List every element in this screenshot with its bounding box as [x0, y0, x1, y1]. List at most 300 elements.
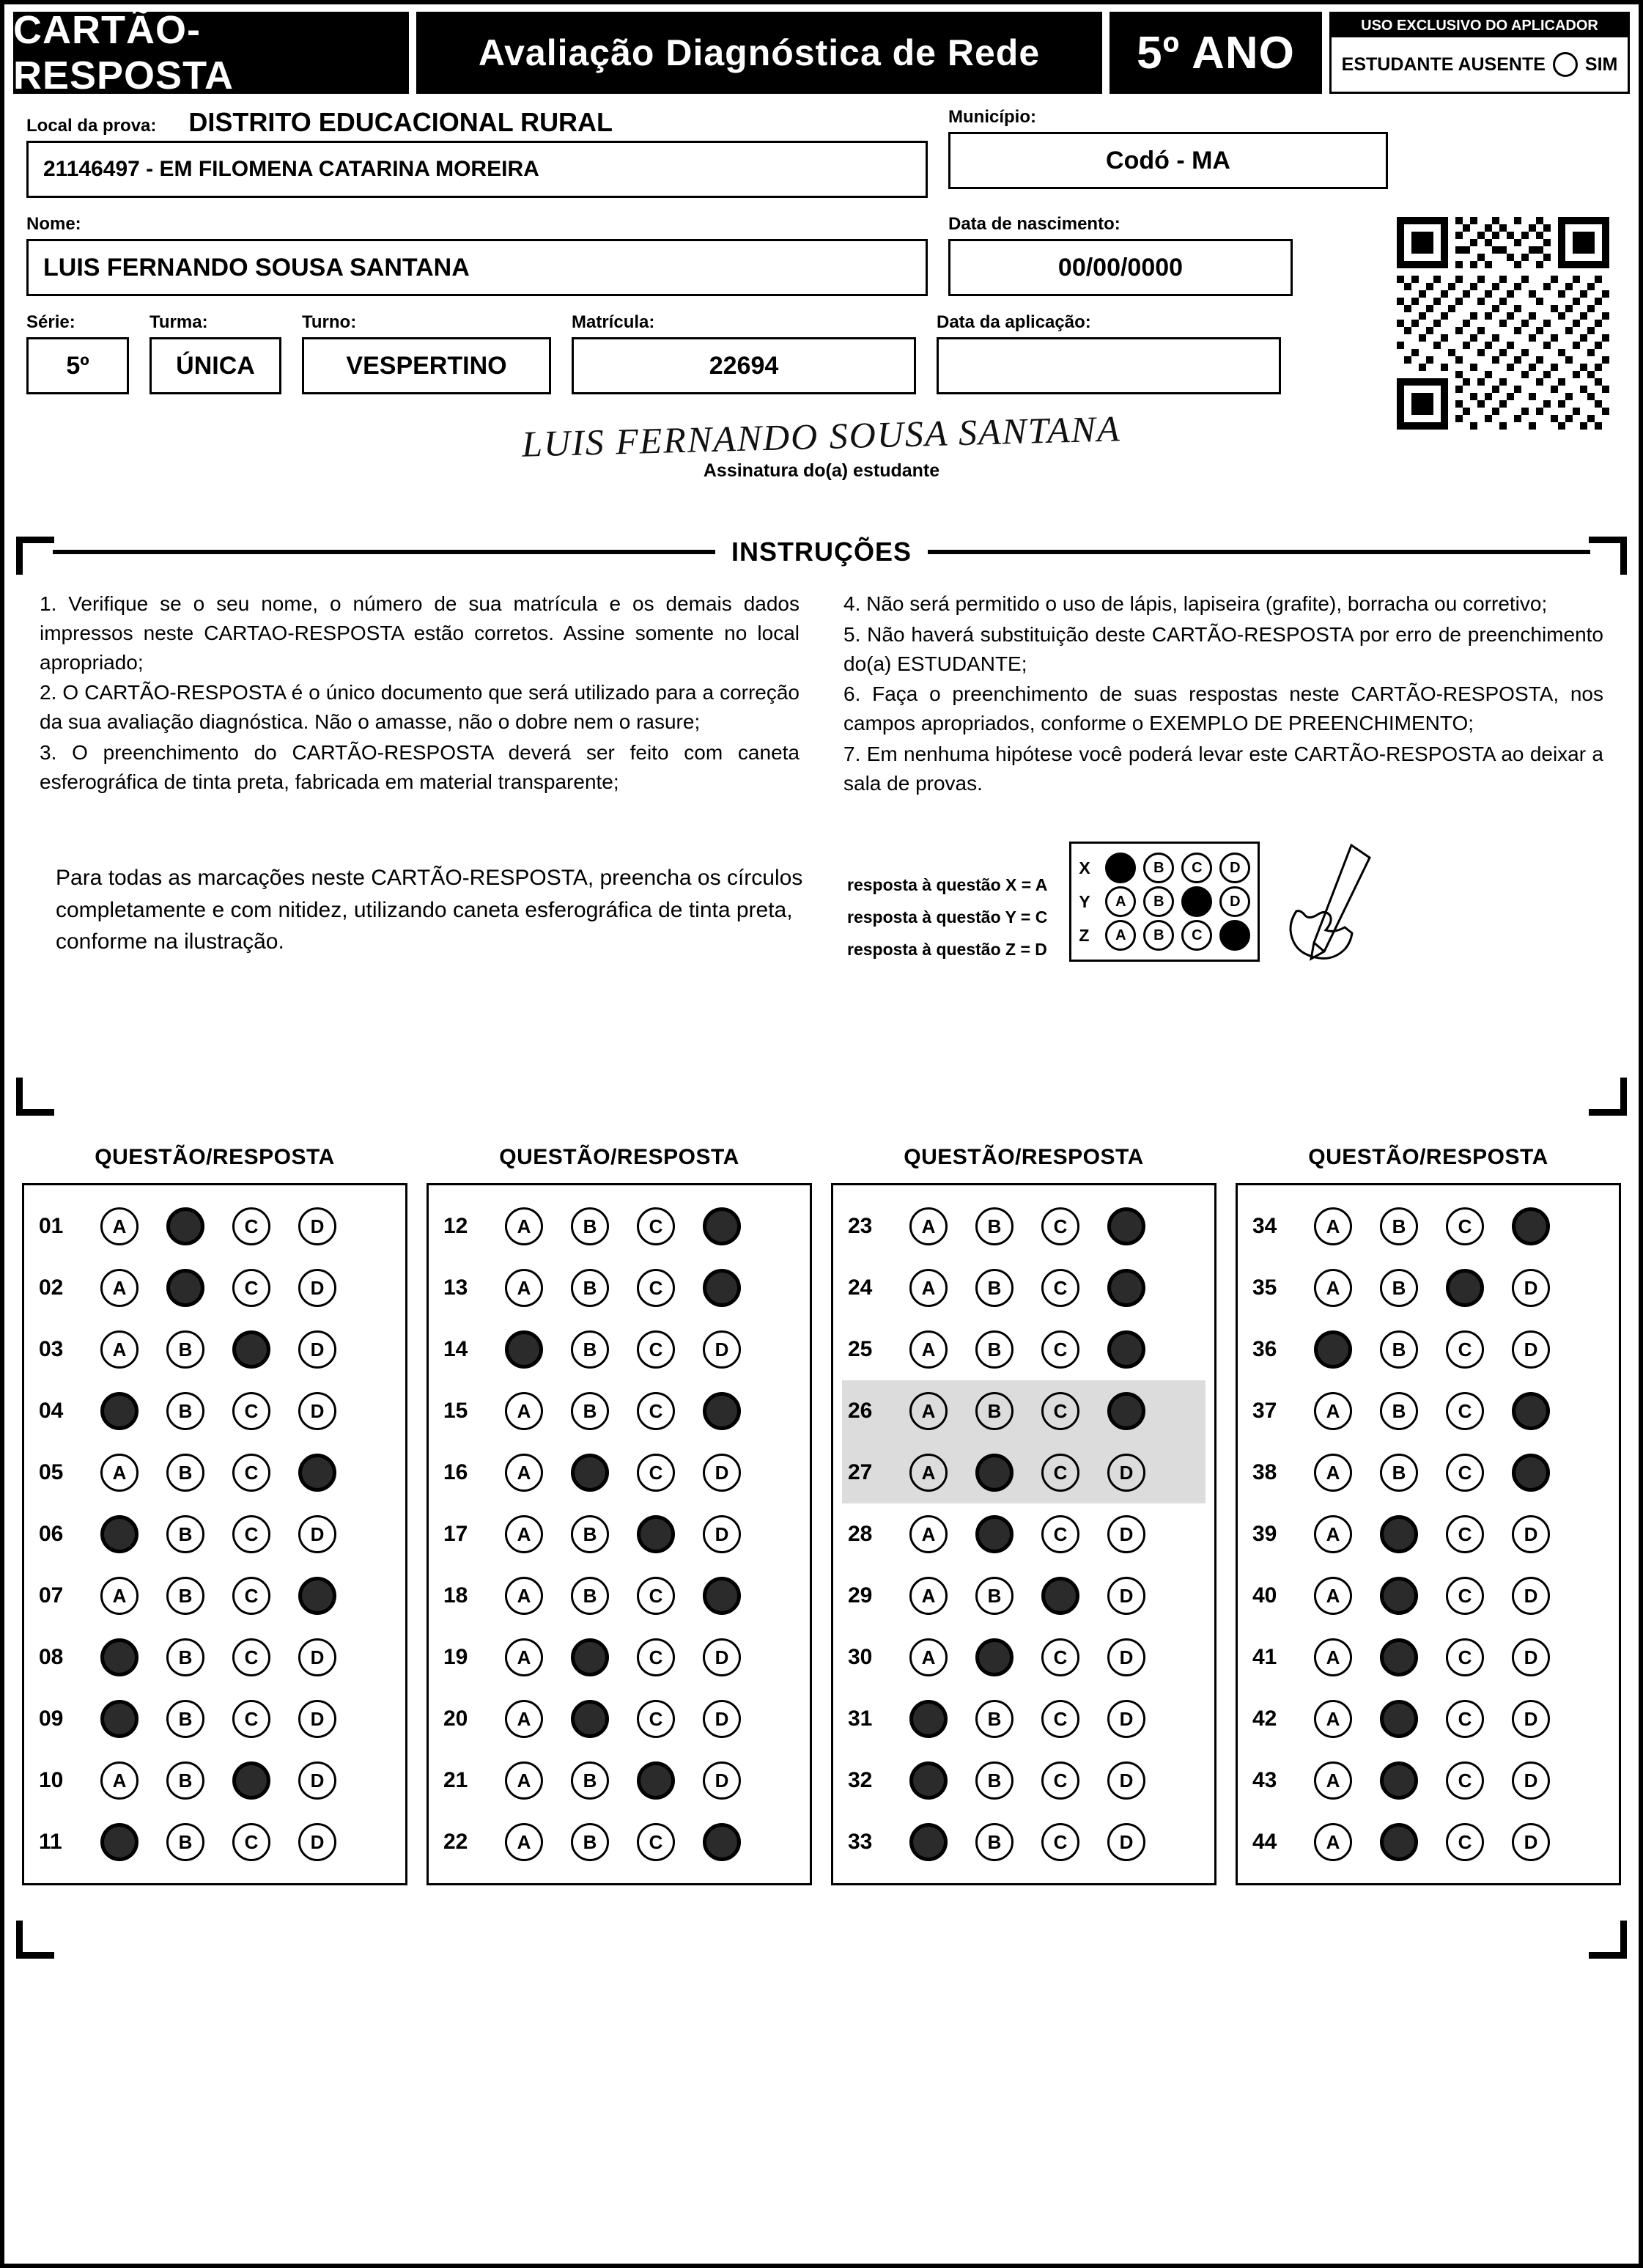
example-bubble-b: B [1143, 920, 1174, 951]
bubble-a[interactable] [505, 1330, 543, 1369]
bubble-group[interactable] [1314, 1577, 1550, 1615]
bubble-d[interactable]: D [1107, 1515, 1145, 1553]
bubble-d[interactable]: D [1512, 1577, 1550, 1615]
bubble-group[interactable] [100, 1454, 336, 1492]
bubble-c[interactable] [637, 1761, 675, 1800]
bubble-group[interactable] [909, 1823, 1145, 1861]
bubble-group[interactable] [1314, 1823, 1550, 1861]
bubble-group[interactable] [909, 1761, 1145, 1800]
bubble-a[interactable]: A [909, 1392, 948, 1430]
question-number: 34 [1252, 1214, 1277, 1238]
bubble-c[interactable]: C [1446, 1515, 1484, 1553]
bubble-b[interactable]: B [975, 1392, 1014, 1430]
table-row[interactable] [1247, 1503, 1610, 1565]
question-number: 11 [39, 1830, 62, 1854]
municipio-field[interactable]: Codó - MA [948, 132, 1388, 189]
bubble-a[interactable] [100, 1638, 139, 1676]
table-row[interactable] [1247, 1750, 1610, 1811]
table-row[interactable] [1247, 1380, 1610, 1442]
table-row[interactable] [1247, 1688, 1610, 1750]
bubble-group[interactable] [909, 1392, 1145, 1430]
bubble-c[interactable]: C [1041, 1823, 1079, 1861]
bubble-a[interactable]: A [505, 1207, 543, 1245]
bubble-c[interactable]: C [1446, 1392, 1484, 1430]
bubble-c[interactable]: C [232, 1392, 270, 1430]
question-number: 02 [39, 1275, 64, 1300]
bubble-c[interactable]: C [232, 1454, 270, 1492]
bubble-d[interactable]: D [298, 1761, 336, 1800]
bubble-c[interactable]: C [1446, 1577, 1484, 1615]
bubble-d[interactable]: D [1512, 1269, 1550, 1307]
bubble-group[interactable] [1314, 1269, 1550, 1307]
bubble-c[interactable]: C [1446, 1761, 1484, 1800]
bubble-d[interactable]: D [298, 1700, 336, 1738]
bubble-a[interactable]: A [505, 1392, 543, 1430]
bubble-c[interactable]: C [637, 1823, 675, 1861]
bubble-b[interactable] [571, 1454, 609, 1492]
table-row[interactable] [33, 1380, 396, 1442]
bubble-b[interactable]: B [975, 1700, 1014, 1738]
question-number: 29 [848, 1583, 873, 1608]
question-number: 24 [848, 1275, 873, 1300]
bubble-c[interactable]: C [232, 1577, 270, 1615]
aplicacao-field[interactable] [937, 337, 1281, 394]
bubble-b[interactable] [166, 1207, 204, 1245]
table-row[interactable] [842, 1503, 1206, 1565]
bubble-c[interactable] [637, 1515, 675, 1553]
bubble-group[interactable] [909, 1638, 1145, 1676]
bubble-group[interactable] [1314, 1700, 1550, 1738]
bubble-d[interactable] [703, 1577, 741, 1615]
bubble-d[interactable]: D [298, 1392, 336, 1430]
bubble-d[interactable] [1107, 1207, 1145, 1245]
table-row[interactable] [33, 1196, 396, 1257]
local-prova-label: Local da prova: [26, 116, 157, 136]
bubble-a[interactable]: A [1314, 1454, 1352, 1492]
bubble-group[interactable] [505, 1823, 741, 1861]
bubble-group[interactable] [1314, 1330, 1550, 1369]
bubble-group[interactable] [100, 1700, 336, 1738]
example-bubble-c: C [1181, 920, 1212, 951]
bubble-c[interactable]: C [637, 1454, 675, 1492]
table-row[interactable] [1247, 1319, 1610, 1380]
bubble-c[interactable]: C [1446, 1638, 1484, 1676]
bubble-d[interactable]: D [298, 1515, 336, 1553]
bubble-b[interactable] [166, 1269, 204, 1307]
bubble-a[interactable]: A [100, 1330, 139, 1369]
bubble-a[interactable]: A [505, 1454, 543, 1492]
table-row[interactable] [33, 1627, 396, 1688]
table-row[interactable] [33, 1565, 396, 1627]
bubble-d[interactable] [703, 1392, 741, 1430]
table-row[interactable] [842, 1257, 1206, 1319]
bubble-b[interactable]: B [975, 1823, 1014, 1861]
bubble-c[interactable]: C [637, 1700, 675, 1738]
bubble-c[interactable]: C [1041, 1761, 1079, 1800]
bubble-d[interactable]: D [703, 1638, 741, 1676]
bubble-b[interactable]: B [166, 1515, 204, 1553]
bubble-group[interactable] [1314, 1392, 1550, 1430]
local-prova-field[interactable]: 21146497 - EM FILOMENA CATARINA MOREIRA [26, 141, 928, 198]
header-ano-badge: 5º ANO [1110, 12, 1322, 94]
bubble-d[interactable]: D [1512, 1823, 1550, 1861]
bubble-group[interactable] [100, 1207, 336, 1245]
bubble-group[interactable] [100, 1330, 336, 1369]
bubble-d[interactable] [298, 1577, 336, 1615]
table-row[interactable] [437, 1319, 801, 1380]
bubble-d[interactable] [703, 1823, 741, 1861]
bubble-b[interactable]: B [571, 1823, 609, 1861]
table-row[interactable] [1247, 1811, 1610, 1873]
table-row[interactable] [842, 1688, 1206, 1750]
bubble-group[interactable] [505, 1761, 741, 1800]
bubble-b[interactable] [975, 1515, 1014, 1553]
bubble-a[interactable]: A [100, 1454, 139, 1492]
bubble-c[interactable]: C [1041, 1638, 1079, 1676]
table-row[interactable] [437, 1196, 801, 1257]
bubble-c[interactable]: C [1446, 1330, 1484, 1369]
bubble-d[interactable]: D [1512, 1515, 1550, 1553]
bubble-a[interactable]: A [1314, 1392, 1352, 1430]
nome-field[interactable]: LUIS FERNANDO SOUSA SANTANA [26, 239, 928, 296]
example-bubble-a: A [1105, 886, 1136, 917]
header-cartao-resposta: CARTÃO-RESPOSTA [13, 12, 409, 94]
bubble-a[interactable]: A [505, 1700, 543, 1738]
table-row[interactable] [1247, 1442, 1610, 1503]
bubble-c[interactable]: C [232, 1823, 270, 1861]
bubble-a[interactable]: A [505, 1515, 543, 1553]
bubble-a[interactable]: A [505, 1761, 543, 1800]
turma-field[interactable]: ÚNICA [149, 337, 281, 394]
bubble-a[interactable]: A [1314, 1823, 1352, 1861]
bubble-a[interactable]: A [909, 1207, 948, 1245]
table-row[interactable] [33, 1811, 396, 1873]
table-row[interactable] [437, 1750, 801, 1811]
table-row[interactable] [437, 1257, 801, 1319]
table-row[interactable] [437, 1811, 801, 1873]
table-row[interactable] [842, 1811, 1206, 1873]
table-row[interactable] [842, 1627, 1206, 1688]
bubble-c[interactable]: C [232, 1515, 270, 1553]
table-row[interactable] [437, 1442, 801, 1503]
table-row[interactable] [842, 1380, 1206, 1442]
bubble-a[interactable] [100, 1515, 139, 1553]
bubble-d[interactable] [1512, 1392, 1550, 1430]
bubble-c[interactable]: C [1041, 1330, 1079, 1369]
table-row[interactable] [437, 1380, 801, 1442]
bubble-c[interactable]: C [637, 1392, 675, 1430]
bubble-c[interactable]: C [1041, 1454, 1079, 1492]
table-row[interactable] [437, 1565, 801, 1627]
bubble-a[interactable]: A [1314, 1700, 1352, 1738]
bubble-group[interactable] [1314, 1761, 1550, 1800]
bubble-c[interactable]: C [1041, 1700, 1079, 1738]
bubble-b[interactable]: B [1380, 1269, 1418, 1307]
bubble-group[interactable] [505, 1638, 741, 1676]
bubble-d[interactable]: D [1107, 1454, 1145, 1492]
bubble-d[interactable]: D [1512, 1330, 1550, 1369]
bubble-a[interactable]: A [909, 1330, 948, 1369]
bubble-a[interactable]: A [909, 1638, 948, 1676]
bubble-group[interactable] [100, 1638, 336, 1676]
bubble-group[interactable] [909, 1700, 1145, 1738]
table-row[interactable] [33, 1688, 396, 1750]
bubble-b[interactable]: B [975, 1761, 1014, 1800]
bubble-d[interactable]: D [703, 1515, 741, 1553]
bubble-a[interactable]: A [505, 1577, 543, 1615]
bubble-group[interactable] [100, 1392, 336, 1430]
bubble-c[interactable] [1041, 1577, 1079, 1615]
bubble-a[interactable]: A [1314, 1577, 1352, 1615]
municipio-label: Município: [948, 107, 1036, 127]
bubble-c[interactable]: C [1041, 1207, 1079, 1245]
matricula-field[interactable]: 22694 [572, 337, 916, 394]
bubble-c[interactable]: C [637, 1330, 675, 1369]
bubble-c[interactable]: C [637, 1269, 675, 1307]
bubble-b[interactable]: B [571, 1269, 609, 1307]
bubble-b[interactable] [1380, 1577, 1418, 1615]
bubble-c[interactable]: C [232, 1638, 270, 1676]
table-row[interactable] [842, 1565, 1206, 1627]
table-row[interactable] [842, 1196, 1206, 1257]
bubble-group[interactable] [505, 1330, 741, 1369]
row-nome-nascimento [26, 214, 1617, 296]
bubble-a[interactable]: A [100, 1761, 139, 1800]
bubble-b[interactable]: B [571, 1207, 609, 1245]
bubble-c[interactable] [232, 1761, 270, 1800]
bubble-a[interactable]: A [505, 1823, 543, 1861]
bubble-b[interactable] [975, 1454, 1014, 1492]
bubble-d[interactable]: D [1512, 1761, 1550, 1800]
turno-label: Turno: [302, 312, 357, 332]
table-row[interactable] [33, 1319, 396, 1380]
bubble-group[interactable] [100, 1761, 336, 1800]
bubble-c[interactable]: C [1041, 1515, 1079, 1553]
bubble-c[interactable]: C [232, 1269, 270, 1307]
bubble-group[interactable] [505, 1515, 741, 1553]
bubble-a[interactable]: A [1314, 1269, 1352, 1307]
bubble-b[interactable]: B [166, 1638, 204, 1676]
bubble-b[interactable]: B [1380, 1330, 1418, 1369]
bubble-group[interactable] [909, 1577, 1145, 1615]
bubble-b[interactable]: B [571, 1392, 609, 1430]
bubble-group[interactable] [909, 1330, 1145, 1369]
bubble-group[interactable] [100, 1823, 336, 1861]
bubble-b[interactable]: B [571, 1577, 609, 1615]
bubble-b[interactable]: B [975, 1577, 1014, 1615]
bubble-group[interactable] [505, 1269, 741, 1307]
question-number: 20 [443, 1706, 468, 1731]
example-row-label: Z [1079, 925, 1090, 945]
table-row[interactable] [33, 1503, 396, 1565]
table-row[interactable] [842, 1319, 1206, 1380]
bubble-c[interactable]: C [1446, 1700, 1484, 1738]
bubble-b[interactable] [571, 1700, 609, 1738]
bubble-a[interactable]: A [909, 1454, 948, 1492]
bubble-a[interactable]: A [1314, 1761, 1352, 1800]
bubble-c[interactable]: C [232, 1700, 270, 1738]
example-bubble-b: B [1143, 853, 1174, 883]
table-row[interactable] [437, 1627, 801, 1688]
signature-caption: Assinatura do(a) estudante [703, 460, 940, 481]
bubble-d[interactable]: D [1107, 1761, 1145, 1800]
bubble-group[interactable] [1314, 1638, 1550, 1676]
bubble-d[interactable]: D [298, 1638, 336, 1676]
bubble-group[interactable] [909, 1515, 1145, 1553]
bubble-b[interactable]: B [975, 1269, 1014, 1307]
bubble-b[interactable]: B [166, 1454, 204, 1492]
bubble-d[interactable]: D [1107, 1823, 1145, 1861]
bubble-d[interactable] [298, 1454, 336, 1492]
bubble-b[interactable] [1380, 1515, 1418, 1553]
table-row[interactable] [1247, 1565, 1610, 1627]
bubble-d[interactable] [1107, 1330, 1145, 1369]
answer-column-header: QUESTÃO/RESPOSTA [95, 1145, 335, 1169]
bubble-group[interactable] [505, 1577, 741, 1615]
bubble-c[interactable]: C [1446, 1823, 1484, 1861]
bubble-b[interactable]: B [166, 1577, 204, 1615]
bubble-b[interactable]: B [166, 1761, 204, 1800]
bubble-d[interactable]: D [703, 1761, 741, 1800]
bubble-b[interactable] [1380, 1638, 1418, 1676]
serie-field[interactable]: 5º [26, 337, 129, 394]
applicator-use-box [1329, 12, 1630, 94]
bubble-c[interactable]: C [637, 1207, 675, 1245]
bubble-b[interactable]: B [1380, 1392, 1418, 1430]
bubble-d[interactable] [1512, 1454, 1550, 1492]
bubble-a[interactable] [909, 1761, 948, 1800]
bubble-a[interactable]: A [1314, 1515, 1352, 1553]
bubble-a[interactable] [100, 1392, 139, 1430]
bubble-c[interactable]: C [1446, 1207, 1484, 1245]
bubble-d[interactable] [1107, 1392, 1145, 1430]
bubble-d[interactable]: D [1512, 1700, 1550, 1738]
bubble-b[interactable] [571, 1638, 609, 1676]
bubble-a[interactable]: A [1314, 1207, 1352, 1245]
bubble-b[interactable]: B [1380, 1207, 1418, 1245]
bubble-c[interactable]: C [1041, 1269, 1079, 1307]
bubble-d[interactable]: D [298, 1269, 336, 1307]
bubble-a[interactable]: A [100, 1577, 139, 1615]
bubble-a[interactable] [1314, 1330, 1352, 1369]
table-row[interactable] [842, 1750, 1206, 1811]
bubble-d[interactable]: D [298, 1207, 336, 1245]
bubble-group[interactable] [1314, 1515, 1550, 1553]
bubble-group[interactable] [909, 1454, 1145, 1492]
question-number: 43 [1252, 1768, 1277, 1792]
question-number: 28 [848, 1522, 873, 1546]
bubble-c[interactable]: C [637, 1638, 675, 1676]
bubble-d[interactable]: D [298, 1823, 336, 1861]
bubble-d[interactable] [1512, 1207, 1550, 1245]
bubble-a[interactable]: A [909, 1577, 948, 1615]
bubble-c[interactable] [1446, 1269, 1484, 1307]
bubble-b[interactable]: B [571, 1330, 609, 1369]
table-row[interactable] [1247, 1196, 1610, 1257]
table-row[interactable] [437, 1688, 801, 1750]
bubble-b[interactable]: B [166, 1823, 204, 1861]
bubble-group[interactable] [909, 1207, 1145, 1245]
table-row[interactable] [437, 1503, 801, 1565]
table-row[interactable] [1247, 1257, 1610, 1319]
bubble-c[interactable]: C [637, 1577, 675, 1615]
bubble-b[interactable]: B [166, 1392, 204, 1430]
bubble-a[interactable] [909, 1823, 948, 1861]
bubble-a[interactable] [909, 1700, 948, 1738]
bubble-a[interactable]: A [909, 1515, 948, 1553]
bubble-b[interactable]: B [571, 1761, 609, 1800]
table-row[interactable] [842, 1442, 1206, 1503]
bubble-a[interactable] [100, 1823, 139, 1861]
bubble-b[interactable]: B [571, 1515, 609, 1553]
bubble-group[interactable] [505, 1454, 741, 1492]
question-number: 37 [1252, 1399, 1277, 1423]
bubble-b[interactable]: B [975, 1330, 1014, 1369]
bubble-group[interactable] [909, 1269, 1145, 1307]
bubble-d[interactable]: D [1107, 1638, 1145, 1676]
student-absent-field[interactable] [1332, 37, 1628, 92]
bubble-group[interactable] [100, 1515, 336, 1553]
table-row[interactable] [1247, 1627, 1610, 1688]
hand-icon [1282, 842, 1392, 981]
bubble-a[interactable] [100, 1700, 139, 1738]
turno-field[interactable]: VESPERTINO [302, 337, 551, 394]
bubble-group[interactable] [1314, 1454, 1550, 1492]
bubble-d[interactable]: D [703, 1454, 741, 1492]
bubble-b[interactable]: B [975, 1207, 1014, 1245]
absent-radio-icon[interactable] [1553, 52, 1578, 77]
bubble-c[interactable]: C [1446, 1454, 1484, 1492]
bubble-d[interactable]: D [1107, 1700, 1145, 1738]
bubble-b[interactable] [975, 1638, 1014, 1676]
bubble-group[interactable] [505, 1392, 741, 1430]
bubble-b[interactable]: B [1380, 1454, 1418, 1492]
bubble-d[interactable] [703, 1269, 741, 1307]
bubble-group[interactable] [505, 1700, 741, 1738]
bubble-group[interactable] [100, 1269, 336, 1307]
bubble-d[interactable]: D [1107, 1577, 1145, 1615]
bubble-a[interactable]: A [100, 1207, 139, 1245]
bubble-c[interactable] [232, 1330, 270, 1369]
table-row[interactable] [33, 1442, 396, 1503]
bubble-b[interactable]: B [166, 1330, 204, 1369]
table-row[interactable] [33, 1750, 396, 1811]
bubble-b[interactable] [1380, 1761, 1418, 1800]
bubble-group[interactable] [100, 1577, 336, 1615]
bubble-a[interactable]: A [1314, 1638, 1352, 1676]
bubble-c[interactable]: C [232, 1207, 270, 1245]
bubble-b[interactable] [1380, 1700, 1418, 1738]
bubble-d[interactable] [1107, 1269, 1145, 1307]
bubble-d[interactable]: D [703, 1330, 741, 1369]
bubble-c[interactable]: C [1041, 1392, 1079, 1430]
bubble-b[interactable] [1380, 1823, 1418, 1861]
bubble-d[interactable]: D [298, 1330, 336, 1369]
bubble-a[interactable]: A [505, 1269, 543, 1307]
bubble-d[interactable]: D [1512, 1638, 1550, 1676]
bubble-d[interactable]: D [703, 1700, 741, 1738]
bubble-a[interactable]: A [100, 1269, 139, 1307]
nascimento-field[interactable]: 00/00/0000 [948, 239, 1293, 296]
bubble-group[interactable] [1314, 1207, 1550, 1245]
bubble-group[interactable] [505, 1207, 741, 1245]
table-row[interactable] [33, 1257, 396, 1319]
bubble-b[interactable]: B [166, 1700, 204, 1738]
fill-example-text: Para todas as marcações neste CARTÃO-RESPOSTA, preencha os círculos completamente e com nitidez, utilizando caneta esferográfica de tinta preta, conforme na ilustração. [56, 866, 803, 954]
bubble-a[interactable]: A [505, 1638, 543, 1676]
bubble-d[interactable] [703, 1207, 741, 1245]
bubble-a[interactable]: A [909, 1269, 948, 1307]
